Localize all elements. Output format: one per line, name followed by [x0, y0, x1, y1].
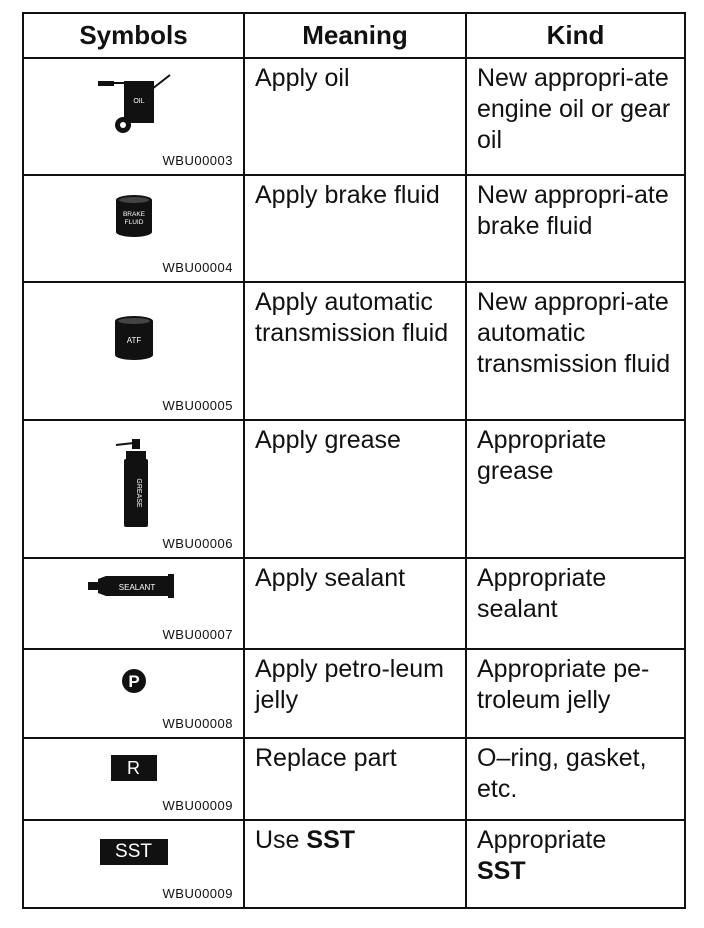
header-meaning: Meaning	[244, 13, 466, 58]
brake-fluid-can-icon	[24, 194, 243, 238]
symbol-code: WBU00009	[162, 798, 233, 813]
kind-cell: New appropri-ate brake fluid	[466, 175, 685, 282]
header-kind: Kind	[466, 13, 685, 58]
symbol-code: WBU00005	[162, 398, 233, 413]
svg-text:SEALANT: SEALANT	[118, 583, 155, 592]
table-row	[23, 649, 685, 738]
meaning-cell: Apply automatic transmission fluid	[244, 282, 466, 420]
symbol-cell	[23, 649, 244, 738]
table-row	[23, 738, 685, 820]
table-row	[23, 175, 685, 282]
header-row	[23, 13, 685, 58]
symbol-cell	[23, 175, 244, 282]
svg-text:P: P	[127, 672, 140, 691]
symbol-code: WBU00009	[162, 886, 233, 901]
meaning-cell: Replace part	[244, 738, 466, 820]
table-row	[23, 58, 685, 175]
symbol-code: WBU00006	[162, 536, 233, 551]
meaning-cell: Use SST	[244, 820, 466, 908]
kind-cell: Appropriate SST	[466, 820, 685, 908]
table-row	[23, 558, 685, 649]
symbol-code: WBU00004	[162, 260, 233, 275]
table-row	[23, 420, 685, 558]
replace-part-icon: R	[24, 755, 243, 781]
kind-cell: Appropriate pe-troleum jelly	[466, 649, 685, 738]
svg-text:OIL: OIL	[132, 98, 145, 105]
svg-text:ATF: ATF	[126, 336, 141, 345]
meaning-cell: Apply sealant	[244, 558, 466, 649]
meaning-cell: Apply grease	[244, 420, 466, 558]
meaning-cell: Apply brake fluid	[244, 175, 466, 282]
meaning-cell: Apply oil	[244, 58, 466, 175]
symbol-code: WBU00007	[162, 627, 233, 642]
symbol-code: WBU00008	[162, 716, 233, 731]
kind-cell: O–ring, gasket, etc.	[466, 738, 685, 820]
sst-icon: SST	[24, 839, 243, 865]
svg-text:GREASE: GREASE	[134, 478, 142, 508]
kind-cell: Appropriate grease	[466, 420, 685, 558]
kind-cell: Appropriate sealant	[466, 558, 685, 649]
symbol-cell	[23, 282, 244, 420]
symbol-cell	[23, 58, 244, 175]
petroleum-jelly-icon	[24, 668, 243, 694]
symbol-cell	[23, 820, 244, 908]
svg-text:FLUID: FLUID	[124, 219, 143, 226]
grease-spray-can-icon	[24, 435, 243, 531]
atf-can-icon	[24, 315, 243, 361]
symbol-cell	[23, 420, 244, 558]
sealant-tube-icon	[24, 573, 243, 599]
oil-can-icon	[24, 73, 243, 137]
header-symbols: Symbols	[23, 13, 244, 58]
svg-text:BRAKE: BRAKE	[122, 211, 145, 218]
kind-cell: New appropri-ate engine oil or gear oil	[466, 58, 685, 175]
kind-cell: New appropri-ate automatic transmission fluid	[466, 282, 685, 420]
meaning-cell: Apply petro-leum jelly	[244, 649, 466, 738]
symbol-cell	[23, 738, 244, 820]
symbol-cell	[23, 558, 244, 649]
table-row	[23, 820, 685, 908]
symbols-table	[22, 12, 686, 909]
table-row	[23, 282, 685, 420]
symbol-code: WBU00003	[162, 153, 233, 168]
